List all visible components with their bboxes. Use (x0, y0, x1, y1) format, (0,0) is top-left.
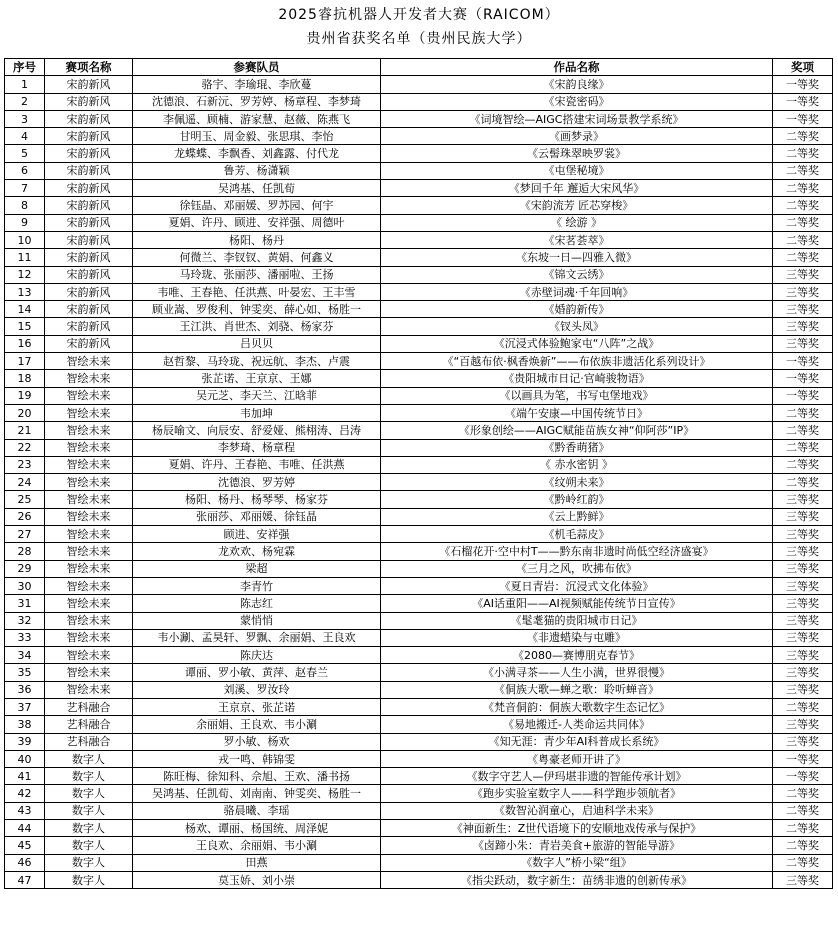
row-work-title: 《非遗蜡染与屯雕》 (381, 629, 773, 646)
row-award: 二等奖 (773, 854, 833, 871)
row-work-title: 《易地搬迁-人类命运共同体》 (381, 716, 773, 733)
row-work-title: 《机毛蒜皮》 (381, 526, 773, 543)
row-award: 二等奖 (773, 249, 833, 266)
row-work-title: 《三月之风，吹拂布依》 (381, 560, 773, 577)
row-index: 45 (5, 837, 45, 854)
row-track: 智绘未来 (45, 681, 133, 698)
row-track: 艺科融合 (45, 716, 133, 733)
row-team-members: 夏娟、许丹、王春艳、韦唯、任洪燕 (133, 456, 381, 473)
row-award: 二等奖 (773, 474, 833, 491)
row-award: 三等奖 (773, 871, 833, 888)
table-row (5, 93, 833, 110)
table-row (5, 162, 833, 179)
row-team-members: 龙蝶蝶、李飘香、刘鑫露、付代龙 (133, 145, 381, 162)
row-team-members: 韦唯、王春艳、任洪燕、叶晏宏、王丰雪 (133, 283, 381, 300)
row-team-members: 谭丽、罗小敏、黄萍、赵春兰 (133, 664, 381, 681)
table-row (5, 854, 833, 871)
row-track: 智绘未来 (45, 508, 133, 525)
row-team-members: 莫玉娇、刘小崇 (133, 871, 381, 888)
row-index: 33 (5, 629, 45, 646)
table-row (5, 128, 833, 145)
row-award: 三等奖 (773, 301, 833, 318)
row-award: 三等奖 (773, 681, 833, 698)
row-track: 宋韵新风 (45, 180, 133, 197)
row-index: 11 (5, 249, 45, 266)
row-team-members: 杨阳、杨丹、杨琴琴、杨家芬 (133, 491, 381, 508)
row-work-title: 《黔香萌猪》 (381, 439, 773, 456)
table-row (5, 318, 833, 335)
row-index: 10 (5, 231, 45, 248)
row-track: 智绘未来 (45, 629, 133, 646)
row-index: 42 (5, 785, 45, 802)
row-index: 18 (5, 370, 45, 387)
row-index: 28 (5, 543, 45, 560)
row-track: 数字人 (45, 820, 133, 837)
row-track: 宋韵新风 (45, 93, 133, 110)
table-row (5, 197, 833, 214)
row-index: 6 (5, 162, 45, 179)
row-team-members: 夏娟、许丹、顾进、安祥强、周德叶 (133, 214, 381, 231)
row-team-members: 王良欢、余丽娟、韦小涮 (133, 837, 381, 854)
row-team-members: 王江洪、肖世杰、刘骁、杨家芬 (133, 318, 381, 335)
row-team-members: 骆晨曦、李瑶 (133, 802, 381, 819)
row-work-title: 《端午安康—中国传统节日》 (381, 404, 773, 421)
row-team-members: 李梦琦、杨章程 (133, 439, 381, 456)
table-row (5, 439, 833, 456)
row-index: 27 (5, 526, 45, 543)
document-title: 2025睿抗机器人开发者大赛（RAICOM） (278, 7, 560, 23)
row-team-members: 吕贝贝 (133, 335, 381, 352)
row-index: 25 (5, 491, 45, 508)
row-award: 二等奖 (773, 698, 833, 715)
row-team-members: 顾进、安祥强 (133, 526, 381, 543)
row-index: 37 (5, 698, 45, 715)
row-track: 艺科融合 (45, 733, 133, 750)
row-work-title: 《卤蹄小朱：青岩美食+旅游的智能导游》 (381, 837, 773, 854)
row-track: 宋韵新风 (45, 110, 133, 127)
table-row (5, 543, 833, 560)
row-work-title: 《石榴花开·空中村T——黔东南非遗时尚低空经济盛宴》 (381, 543, 773, 560)
table-row (5, 595, 833, 612)
row-award: 一等奖 (773, 353, 833, 370)
row-index: 1 (5, 76, 45, 93)
row-track: 宋韵新风 (45, 231, 133, 248)
row-team-members: 梁超 (133, 560, 381, 577)
row-index: 44 (5, 820, 45, 837)
row-award: 三等奖 (773, 664, 833, 681)
row-index: 15 (5, 318, 45, 335)
row-track: 宋韵新风 (45, 283, 133, 300)
row-track: 数字人 (45, 750, 133, 767)
row-award: 三等奖 (773, 266, 833, 283)
row-work-title: 《“百越布依·枫香焕新”——布依族非遗活化系列设计》 (381, 353, 773, 370)
row-index: 5 (5, 145, 45, 162)
row-track: 宋韵新风 (45, 128, 133, 145)
row-index: 23 (5, 456, 45, 473)
row-index: 35 (5, 664, 45, 681)
row-team-members: 顾业嵩、罗俊利、钟雯奕、薛心如、杨胜一 (133, 301, 381, 318)
table-row (5, 249, 833, 266)
row-award: 一等奖 (773, 750, 833, 767)
row-track: 宋韵新风 (45, 318, 133, 335)
table-row (5, 231, 833, 248)
table-row (5, 180, 833, 197)
table-header-row (5, 59, 833, 76)
row-work-title: 《宋瓷密码》 (381, 93, 773, 110)
row-award: 二等奖 (773, 197, 833, 214)
row-team-members: 赵哲黎、马玲珑、祝远航、李杰、卢震 (133, 353, 381, 370)
row-award: 一等奖 (773, 370, 833, 387)
row-track: 智绘未来 (45, 612, 133, 629)
row-work-title: 《形象创绘——AIGC赋能苗族女神“仰阿莎”IP》 (381, 422, 773, 439)
row-track: 宋韵新风 (45, 197, 133, 214)
row-team-members: 甘明玉、周金毅、张思琪、李怡 (133, 128, 381, 145)
row-award: 三等奖 (773, 543, 833, 560)
table-row (5, 837, 833, 854)
row-track: 数字人 (45, 802, 133, 819)
row-index: 8 (5, 197, 45, 214)
row-work-title: 《词境智绘—AIGC搭建宋词场景教学系统》 (381, 110, 773, 127)
row-track: 智绘未来 (45, 560, 133, 577)
row-work-title: 《婚韵新传》 (381, 301, 773, 318)
table-row (5, 716, 833, 733)
row-index: 7 (5, 180, 45, 197)
row-work-title: 《 赤水密钥 》 (381, 456, 773, 473)
row-index: 19 (5, 387, 45, 404)
row-award: 三等奖 (773, 612, 833, 629)
row-award: 二等奖 (773, 214, 833, 231)
row-award: 一等奖 (773, 387, 833, 404)
row-track: 智绘未来 (45, 543, 133, 560)
row-team-members: 沈德浪、石新沅、罗芳婷、杨章程、李梦琦 (133, 93, 381, 110)
row-track: 智绘未来 (45, 491, 133, 508)
row-team-members: 杨欢、谭丽、杨国统、周泽妮 (133, 820, 381, 837)
row-work-title: 《宋茗荟萃》 (381, 231, 773, 248)
row-track: 宋韵新风 (45, 214, 133, 231)
row-work-title: 《梦回千年 邂逅大宋风华》 (381, 180, 773, 197)
row-index: 32 (5, 612, 45, 629)
row-track: 数字人 (45, 785, 133, 802)
row-work-title: 《东坡一日—四雅入微》 (381, 249, 773, 266)
row-track: 智绘未来 (45, 595, 133, 612)
row-team-members: 杨阳、杨丹 (133, 231, 381, 248)
row-team-members: 吴鸿基、任凯荀 (133, 180, 381, 197)
row-work-title: 《黔岭红韵》 (381, 491, 773, 508)
row-index: 30 (5, 577, 45, 594)
row-track: 宋韵新风 (45, 266, 133, 283)
table-row (5, 404, 833, 421)
row-award: 二等奖 (773, 231, 833, 248)
row-team-members: 戎一鸣、韩锦雯 (133, 750, 381, 767)
row-team-members: 龙欢欢、杨宛霖 (133, 543, 381, 560)
row-award: 三等奖 (773, 716, 833, 733)
row-work-title: 《画梦录》 (381, 128, 773, 145)
table-row (5, 387, 833, 404)
row-award: 二等奖 (773, 162, 833, 179)
row-track: 数字人 (45, 768, 133, 785)
table-row (5, 768, 833, 785)
row-award: 二等奖 (773, 802, 833, 819)
row-award: 三等奖 (773, 647, 833, 664)
header-work-title: 作品名称 (381, 59, 773, 76)
row-track: 宋韵新风 (45, 249, 133, 266)
row-work-title: 《指尖跃动，数字新生：苗绣非遗的创新传承》 (381, 871, 773, 888)
table-row (5, 785, 833, 802)
row-team-members: 刘溪、罗汝玲 (133, 681, 381, 698)
row-work-title: 《侗族大歌—蝉之歌：聆听蝉音》 (381, 681, 773, 698)
row-team-members: 韦加坤 (133, 404, 381, 421)
table-row (5, 474, 833, 491)
row-award: 三等奖 (773, 595, 833, 612)
table-row (5, 145, 833, 162)
row-track: 数字人 (45, 854, 133, 871)
row-index: 12 (5, 266, 45, 283)
row-team-members: 韦小涮、孟昊轩、罗飘、余丽娟、王良欢 (133, 629, 381, 646)
row-track: 智绘未来 (45, 526, 133, 543)
row-award: 三等奖 (773, 335, 833, 352)
table-row (5, 491, 833, 508)
row-track: 宋韵新风 (45, 145, 133, 162)
row-award: 一等奖 (773, 768, 833, 785)
row-award: 二等奖 (773, 145, 833, 162)
row-team-members: 骆宇、李瑜琨、李欣蔓 (133, 76, 381, 93)
table-row (5, 283, 833, 300)
row-work-title: 《髦耄猫的贵阳城市日记》 (381, 612, 773, 629)
row-award: 三等奖 (773, 283, 833, 300)
row-index: 31 (5, 595, 45, 612)
table-row (5, 422, 833, 439)
row-index: 39 (5, 733, 45, 750)
row-index: 24 (5, 474, 45, 491)
row-work-title: 《2080—赛博朋克春节》 (381, 647, 773, 664)
table-row (5, 301, 833, 318)
row-team-members: 徐钰晶、邓丽媛、罗苏园、何宇 (133, 197, 381, 214)
row-team-members: 何微兰、李钗钗、黄娟、何鑫义 (133, 249, 381, 266)
row-index: 34 (5, 647, 45, 664)
table-row (5, 612, 833, 629)
row-index: 13 (5, 283, 45, 300)
row-team-members: 蒙悄悄 (133, 612, 381, 629)
row-track: 宋韵新风 (45, 301, 133, 318)
row-track: 智绘未来 (45, 387, 133, 404)
table-row (5, 110, 833, 127)
row-index: 36 (5, 681, 45, 698)
row-track: 数字人 (45, 871, 133, 888)
header-track: 赛项名称 (45, 59, 133, 76)
row-index: 22 (5, 439, 45, 456)
row-team-members: 李佩遥、顾楠、游家慧、赵薇、陈燕飞 (133, 110, 381, 127)
row-team-members: 陈庆达 (133, 647, 381, 664)
row-track: 智绘未来 (45, 422, 133, 439)
row-index: 38 (5, 716, 45, 733)
row-work-title: 《锦文云绣》 (381, 266, 773, 283)
row-team-members: 陈旺梅、徐知科、佘旭、王欢、潘书扬 (133, 768, 381, 785)
row-track: 智绘未来 (45, 456, 133, 473)
row-team-members: 罗小敏、杨欢 (133, 733, 381, 750)
row-team-members: 张芷诺、王京京、王娜 (133, 370, 381, 387)
row-index: 29 (5, 560, 45, 577)
row-award: 二等奖 (773, 439, 833, 456)
row-work-title: 《知无涯：青少年AI科普成长系统》 (381, 733, 773, 750)
row-track: 智绘未来 (45, 439, 133, 456)
row-work-title: 《钗头凤》 (381, 318, 773, 335)
row-work-title: 《梵音侗韵：侗族大歌数字生态记忆》 (381, 698, 773, 715)
row-index: 3 (5, 110, 45, 127)
row-work-title: 《云髻珠翠映罗裳》 (381, 145, 773, 162)
row-work-title: 《屯堡秘境》 (381, 162, 773, 179)
row-track: 宋韵新风 (45, 76, 133, 93)
row-award: 一等奖 (773, 110, 833, 127)
table-row (5, 681, 833, 698)
row-team-members: 李青竹 (133, 577, 381, 594)
row-index: 14 (5, 301, 45, 318)
row-index: 2 (5, 93, 45, 110)
table-row (5, 456, 833, 473)
table-row (5, 647, 833, 664)
row-work-title: 《数字守艺人—伊玛堪非遗的智能传承计划》 (381, 768, 773, 785)
row-work-title: 《跑步实验室数字人——科学跑步领航者》 (381, 785, 773, 802)
table-row (5, 802, 833, 819)
row-award: 三等奖 (773, 629, 833, 646)
row-track: 智绘未来 (45, 353, 133, 370)
row-team-members: 吴元芝、李天兰、江晗菲 (133, 387, 381, 404)
row-work-title: 《小满寻茶——人生小满，世界很慢》 (381, 664, 773, 681)
table-row (5, 266, 833, 283)
document-subtitle: 贵州省获奖名单（贵州民族大学） (306, 31, 532, 47)
row-award: 三等奖 (773, 508, 833, 525)
table-row (5, 820, 833, 837)
row-index: 4 (5, 128, 45, 145)
row-award: 二等奖 (773, 837, 833, 854)
row-award: 三等奖 (773, 318, 833, 335)
row-work-title: 《云上黔鲜》 (381, 508, 773, 525)
table-body (5, 76, 833, 889)
row-team-members: 鲁芳、杨潇颖 (133, 162, 381, 179)
row-track: 智绘未来 (45, 370, 133, 387)
row-track: 数字人 (45, 837, 133, 854)
row-track: 智绘未来 (45, 647, 133, 664)
row-index: 40 (5, 750, 45, 767)
row-work-title: 《贵阳城市日记·官崎骏物语》 (381, 370, 773, 387)
row-award: 二等奖 (773, 785, 833, 802)
row-team-members: 陈志红 (133, 595, 381, 612)
row-index: 43 (5, 802, 45, 819)
row-award: 三等奖 (773, 733, 833, 750)
row-award: 一等奖 (773, 93, 833, 110)
row-award: 二等奖 (773, 404, 833, 421)
row-award: 一等奖 (773, 76, 833, 93)
row-team-members: 吴鸿基、任凯荀、刘南南、钟雯奕、杨胜一 (133, 785, 381, 802)
row-index: 41 (5, 768, 45, 785)
row-award: 二等奖 (773, 456, 833, 473)
row-track: 智绘未来 (45, 577, 133, 594)
row-work-title: 《数字人”桥小梁“组》 (381, 854, 773, 871)
row-award: 二等奖 (773, 422, 833, 439)
row-award: 二等奖 (773, 128, 833, 145)
row-work-title: 《AI话重阳——AI视频赋能传统节日宣传》 (381, 595, 773, 612)
row-track: 宋韵新风 (45, 335, 133, 352)
row-track: 智绘未来 (45, 664, 133, 681)
row-award: 二等奖 (773, 820, 833, 837)
table-row (5, 664, 833, 681)
row-work-title: 《夏日青岩：沉浸式文化体验》 (381, 577, 773, 594)
row-work-title: 《沉浸式体验鲍家屯“八阵”之战》 (381, 335, 773, 352)
table-row (5, 733, 833, 750)
row-award: 二等奖 (773, 180, 833, 197)
row-work-title: 《粤豪老师开讲了》 (381, 750, 773, 767)
row-index: 17 (5, 353, 45, 370)
row-team-members: 张丽莎、邓丽媛、徐钰晶 (133, 508, 381, 525)
header-award: 奖项 (773, 59, 833, 76)
table-row (5, 214, 833, 231)
row-index: 16 (5, 335, 45, 352)
row-team-members: 沈德浪、罗芳婷 (133, 474, 381, 491)
row-index: 46 (5, 854, 45, 871)
row-team-members: 余丽娟、王良欢、韦小涮 (133, 716, 381, 733)
table-row (5, 526, 833, 543)
row-award: 三等奖 (773, 577, 833, 594)
table-row (5, 577, 833, 594)
row-work-title: 《宋韵良缘》 (381, 76, 773, 93)
row-award: 三等奖 (773, 560, 833, 577)
row-work-title: 《赤壁词魂·千年回响》 (381, 283, 773, 300)
table-row (5, 629, 833, 646)
row-work-title: 《以画具为笔，书写屯堡地戏》 (381, 387, 773, 404)
table-row (5, 871, 833, 888)
row-work-title: 《神面新生：Z世代语境下的安顺地戏传承与保护》 (381, 820, 773, 837)
row-index: 21 (5, 422, 45, 439)
row-index: 20 (5, 404, 45, 421)
row-work-title: 《 绘游 》 (381, 214, 773, 231)
table-row (5, 370, 833, 387)
row-team-members: 王京京、张芷诺 (133, 698, 381, 715)
table-row (5, 335, 833, 352)
row-team-members: 田燕 (133, 854, 381, 871)
table-row (5, 353, 833, 370)
row-award: 三等奖 (773, 491, 833, 508)
row-work-title: 《数智沁润童心，启迪科学未来》 (381, 802, 773, 819)
row-index: 26 (5, 508, 45, 525)
row-track: 宋韵新风 (45, 162, 133, 179)
row-track: 智绘未来 (45, 404, 133, 421)
header-index: 序号 (5, 59, 45, 76)
row-track: 智绘未来 (45, 474, 133, 491)
header-team-members: 参赛队员 (133, 59, 381, 76)
table-row (5, 508, 833, 525)
row-award: 三等奖 (773, 526, 833, 543)
table-row (5, 560, 833, 577)
table-row (5, 698, 833, 715)
row-index: 47 (5, 871, 45, 888)
award-table (4, 58, 833, 889)
row-track: 艺科融合 (45, 698, 133, 715)
table-row (5, 76, 833, 93)
row-work-title: 《宋韵流芳 匠芯穿梭》 (381, 197, 773, 214)
row-index: 9 (5, 214, 45, 231)
row-team-members: 杨辰喻文、向辰安、舒爱娅、熊栩涛、吕涛 (133, 422, 381, 439)
row-team-members: 马玲珑、张丽莎、潘丽啦、王扬 (133, 266, 381, 283)
row-work-title: 《纹朔未来》 (381, 474, 773, 491)
table-row (5, 750, 833, 767)
